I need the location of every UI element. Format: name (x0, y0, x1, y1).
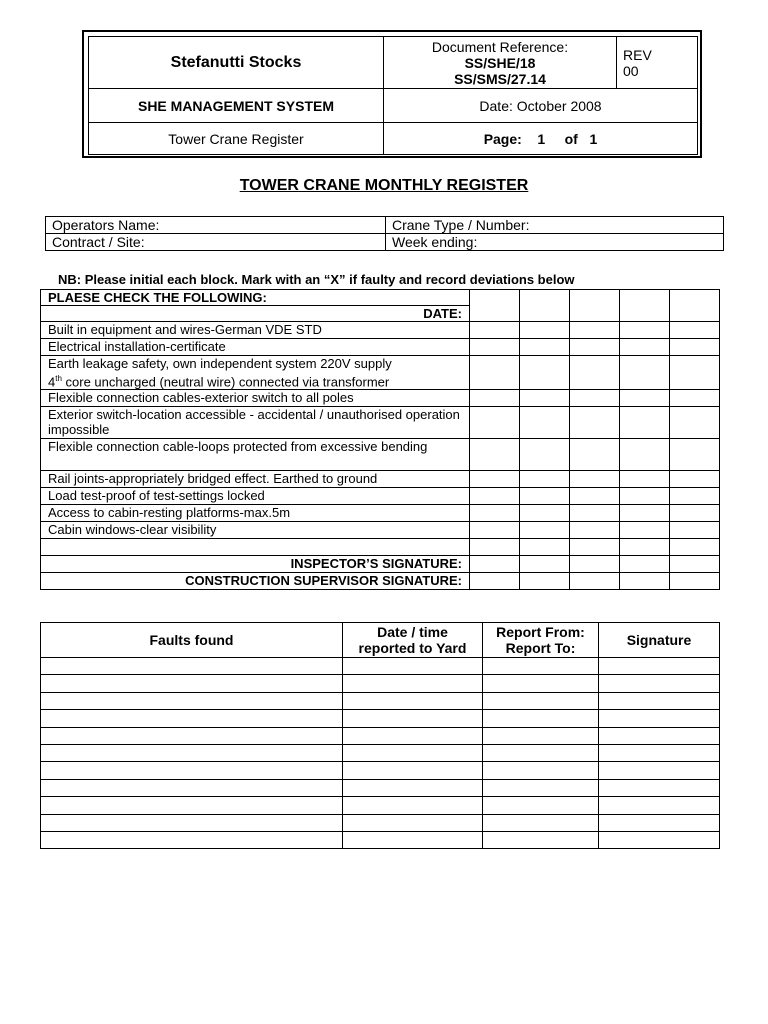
check-cell[interactable] (470, 539, 520, 556)
report-from-header: Report From: (496, 624, 585, 640)
page-number: 1 (537, 130, 546, 147)
check-cell[interactable] (570, 407, 620, 439)
fault-cell[interactable] (343, 727, 483, 744)
fault-cell[interactable] (343, 831, 483, 848)
fault-cell[interactable] (599, 744, 720, 761)
date-cell[interactable] (520, 290, 570, 322)
check-cell[interactable] (620, 407, 670, 439)
page-label: Page: (483, 130, 522, 147)
check-item: Access to cabin-resting platforms-max.5m (41, 505, 470, 522)
check-cell[interactable] (620, 505, 670, 522)
operator-details-table (45, 216, 724, 251)
fault-cell[interactable] (41, 831, 343, 848)
signature-cell[interactable] (620, 556, 670, 573)
date-time-header-line: Date / time (377, 624, 448, 640)
fault-cell[interactable] (483, 814, 599, 831)
fault-cell[interactable] (483, 710, 599, 727)
header-table (88, 36, 698, 155)
fault-cell[interactable] (483, 762, 599, 779)
date-label: DATE: (41, 306, 470, 322)
fault-cell[interactable] (483, 658, 599, 675)
signature-cell[interactable] (570, 556, 620, 573)
date-cell[interactable] (570, 290, 620, 322)
signature-cell[interactable] (670, 556, 720, 573)
fault-cell[interactable] (483, 727, 599, 744)
fault-cell[interactable] (599, 727, 720, 744)
fault-cell[interactable] (599, 814, 720, 831)
fault-cell[interactable] (343, 814, 483, 831)
check-cell[interactable] (620, 356, 670, 390)
date-cell[interactable] (620, 290, 670, 322)
check-cell[interactable] (670, 539, 720, 556)
management-system: SHE MANAGEMENT SYSTEM (89, 89, 384, 123)
page-of: of (564, 130, 578, 147)
signature-cell[interactable] (570, 573, 620, 590)
signature-header: Signature (599, 623, 720, 658)
fault-cell[interactable] (343, 710, 483, 727)
date-time-header-line: reported to Yard (358, 640, 467, 656)
check-cell[interactable] (570, 322, 620, 339)
fault-cell[interactable] (599, 710, 720, 727)
check-item: Flexible connection cables-exterior switch to all poles (41, 390, 470, 407)
doc-ref-code-2: SS/SMS/27.14 (454, 70, 546, 87)
check-cell[interactable] (570, 439, 620, 471)
fault-cell[interactable] (41, 779, 343, 796)
check-cell[interactable] (670, 488, 720, 505)
check-cell[interactable] (670, 356, 720, 390)
fault-cell[interactable] (483, 692, 599, 709)
fault-cell[interactable] (41, 675, 343, 692)
check-cell[interactable] (520, 539, 570, 556)
check-cell[interactable] (520, 356, 570, 390)
fault-cell[interactable] (41, 710, 343, 727)
check-cell[interactable] (620, 339, 670, 356)
check-cell[interactable] (470, 505, 520, 522)
check-cell[interactable] (470, 439, 520, 471)
check-item: Built in equipment and wires-German VDE STD (41, 322, 470, 339)
check-cell[interactable] (520, 390, 570, 407)
check-cell[interactable] (620, 471, 670, 488)
signature-cell[interactable] (620, 573, 670, 590)
doc-ref-code-1: SS/SHE/18 (464, 54, 536, 71)
fault-cell[interactable] (41, 727, 343, 744)
fault-cell[interactable] (483, 744, 599, 761)
check-cell[interactable] (520, 407, 570, 439)
fault-cell[interactable] (343, 762, 483, 779)
check-cell[interactable] (570, 356, 620, 390)
report-to-header: Report To: (505, 640, 576, 656)
signature-cell[interactable] (520, 556, 570, 573)
fault-cell[interactable] (41, 692, 343, 709)
check-cell[interactable] (470, 339, 520, 356)
faults-table (40, 622, 720, 849)
signature-cell[interactable] (520, 573, 570, 590)
check-item: Rail joints-appropriately bridged effect. Earthed to ground (41, 471, 470, 488)
check-cell[interactable] (670, 505, 720, 522)
operators-name-field[interactable]: Operators Name: (46, 217, 386, 234)
revision (617, 37, 698, 89)
check-cell[interactable] (620, 390, 670, 407)
check-cell[interactable] (470, 522, 520, 539)
fault-cell[interactable] (343, 797, 483, 814)
fault-cell[interactable] (599, 831, 720, 848)
fault-cell[interactable] (41, 658, 343, 675)
company-name: Stefanutti Stocks (89, 37, 384, 89)
document-header (82, 30, 702, 158)
fault-cell[interactable] (41, 814, 343, 831)
check-item: Cabin windows-clear visibility (41, 522, 470, 539)
ordinal-number: 4 (48, 374, 56, 390)
check-cell[interactable] (620, 439, 670, 471)
check-item (41, 356, 470, 390)
fault-cell[interactable] (343, 692, 483, 709)
fault-cell[interactable] (483, 779, 599, 796)
doc-ref-label: Document Reference: (431, 38, 569, 55)
check-cell[interactable] (670, 471, 720, 488)
check-cell[interactable] (620, 522, 670, 539)
check-cell[interactable] (520, 488, 570, 505)
check-cell[interactable] (470, 488, 520, 505)
check-cell[interactable] (670, 439, 720, 471)
check-cell[interactable] (520, 439, 570, 471)
signature-cell[interactable] (470, 573, 520, 590)
check-cell[interactable] (620, 322, 670, 339)
fault-cell[interactable] (599, 797, 720, 814)
rev-label: REV (623, 46, 652, 63)
check-cell[interactable] (670, 339, 720, 356)
check-cell[interactable] (570, 522, 620, 539)
check-cell[interactable] (520, 522, 570, 539)
signature-cell[interactable] (670, 573, 720, 590)
check-cell[interactable] (470, 356, 520, 390)
fault-cell[interactable] (343, 658, 483, 675)
check-item-line (48, 371, 469, 389)
blank-check-item (41, 539, 470, 556)
instructions-note: NB: Please initial each block. Mark with an “X” if faulty and record deviations below (58, 272, 575, 287)
fault-cell[interactable] (599, 658, 720, 675)
inspector-signature-label: INSPECTOR’S SIGNATURE: (41, 556, 470, 573)
page-indicator (384, 123, 698, 155)
check-cell[interactable] (570, 471, 620, 488)
ordinal-suffix: th (55, 374, 62, 383)
check-cell[interactable] (520, 505, 570, 522)
check-cell[interactable] (470, 407, 520, 439)
check-cell[interactable] (620, 488, 670, 505)
check-item-text: core uncharged (neutral wire) connected via transformer (61, 374, 390, 390)
faults-header: Faults found (41, 623, 343, 658)
check-cell[interactable] (670, 390, 720, 407)
fault-cell[interactable] (41, 744, 343, 761)
fault-cell[interactable] (41, 797, 343, 814)
register-name: Tower Crane Register (89, 123, 384, 155)
fault-cell[interactable] (41, 762, 343, 779)
page-title: TOWER CRANE MONTHLY REGISTER (239, 177, 529, 194)
check-cell[interactable] (470, 390, 520, 407)
checklist-heading: PLAESE CHECK THE FOLLOWING: (41, 290, 470, 306)
check-cell[interactable] (570, 539, 620, 556)
check-item: Flexible connection cable-loops protected from excessive bending (41, 439, 470, 471)
rev-value: 00 (623, 62, 639, 79)
signature-cell[interactable] (470, 556, 520, 573)
check-item: Load test-proof of test-settings locked (41, 488, 470, 505)
fault-cell[interactable] (599, 779, 720, 796)
check-cell[interactable] (570, 488, 620, 505)
check-cell[interactable] (670, 407, 720, 439)
supervisor-signature-label: CONSTRUCTION SUPERVISOR SIGNATURE: (41, 573, 470, 590)
document-reference (384, 37, 617, 89)
report-header (483, 623, 599, 658)
fault-cell[interactable] (343, 675, 483, 692)
fault-cell[interactable] (599, 762, 720, 779)
date-cell[interactable] (670, 290, 720, 322)
fault-cell[interactable] (483, 831, 599, 848)
contract-site-field[interactable]: Contract / Site: (46, 234, 386, 251)
check-cell[interactable] (570, 339, 620, 356)
check-cell[interactable] (470, 322, 520, 339)
check-cell[interactable] (570, 505, 620, 522)
fault-cell[interactable] (483, 675, 599, 692)
check-cell[interactable] (670, 522, 720, 539)
checklist-table (40, 289, 720, 590)
check-cell[interactable] (520, 471, 570, 488)
fault-cell[interactable] (343, 779, 483, 796)
check-cell[interactable] (470, 471, 520, 488)
check-item: Exterior switch-location accessible - accidental / unauthorised operation impossible (41, 407, 470, 439)
document-date: Date: October 2008 (384, 89, 698, 123)
crane-type-field[interactable]: Crane Type / Number: (386, 217, 724, 234)
page-total: 1 (589, 130, 598, 147)
date-time-header (343, 623, 483, 658)
check-cell[interactable] (520, 339, 570, 356)
fault-cell[interactable] (599, 692, 720, 709)
check-cell[interactable] (520, 322, 570, 339)
check-cell[interactable] (570, 390, 620, 407)
fault-cell[interactable] (599, 675, 720, 692)
check-cell[interactable] (670, 322, 720, 339)
date-cell[interactable] (470, 290, 520, 322)
check-cell[interactable] (620, 539, 670, 556)
check-item-line: Earth leakage safety, own independent system 220V supply (48, 356, 392, 371)
week-ending-field[interactable]: Week ending: (386, 234, 724, 251)
check-item: Electrical installation-certificate (41, 339, 470, 356)
fault-cell[interactable] (483, 797, 599, 814)
fault-cell[interactable] (343, 744, 483, 761)
